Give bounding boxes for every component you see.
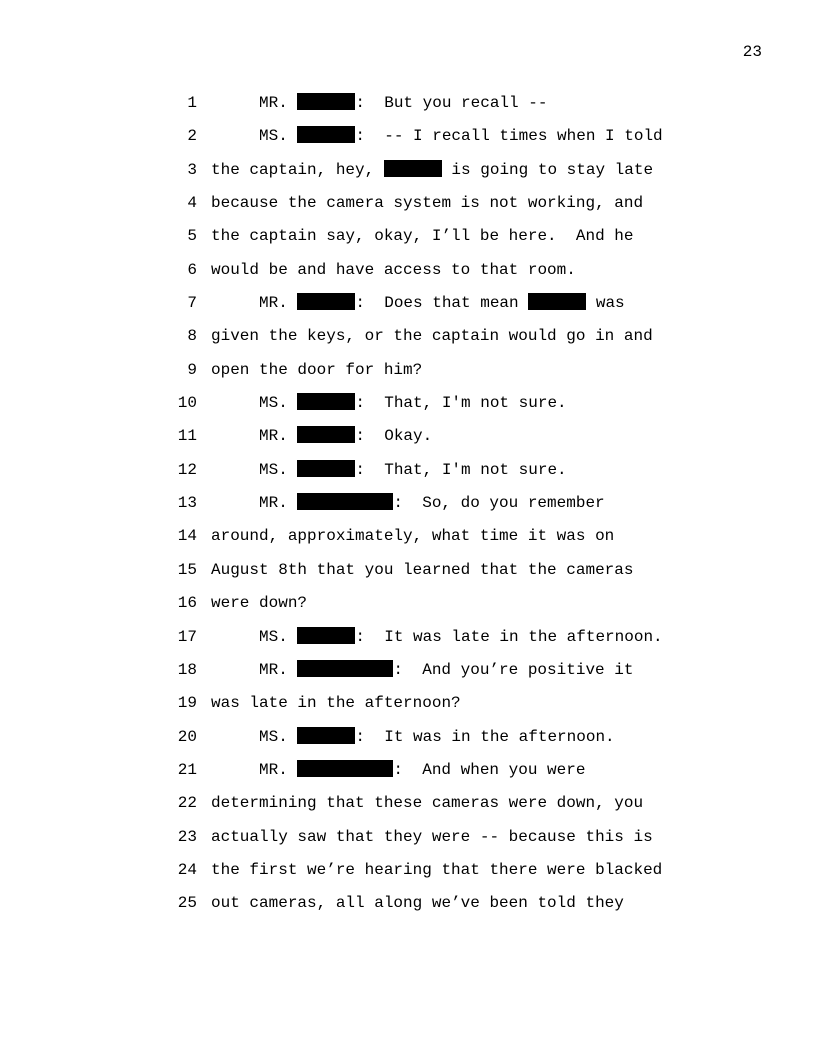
line-text-segment: : And you’re positive it [393, 660, 634, 679]
line-text [259, 393, 567, 413]
line-text-segment: : But you recall -- [355, 94, 548, 112]
transcript-line [0, 293, 816, 326]
line-text [259, 627, 663, 647]
line-number: 6 [187, 260, 197, 279]
transcript-line [0, 860, 816, 893]
line-text-segment: : Okay. [355, 427, 433, 446]
line-text-segment: MR. [259, 760, 298, 779]
line-number: 2 [187, 127, 197, 146]
transcript-line [0, 727, 816, 760]
line-text [211, 860, 662, 880]
line-number: 18 [177, 660, 197, 679]
line-text-segment: is going to stay late [441, 160, 654, 179]
line-text-segment: : It was late in the afternoon. [355, 627, 663, 646]
line-text-segment: the captain say, okay, I’ll be here. And he [211, 227, 634, 246]
line-text [259, 93, 547, 113]
transcript-line [0, 193, 816, 226]
line-number: 15 [177, 560, 197, 579]
line-text [259, 126, 663, 146]
line-number: 9 [187, 360, 197, 379]
line-number: 7 [187, 294, 197, 313]
line-text [211, 793, 643, 813]
line-text-segment: out cameras, all along we’ve been told they [211, 894, 624, 913]
line-text-segment: MR. [259, 94, 298, 112]
line-text-segment: was [586, 294, 625, 313]
transcript-line [0, 560, 816, 593]
line-number: 13 [177, 494, 197, 513]
line-text [211, 226, 633, 246]
line-number: 5 [187, 227, 197, 246]
line-text [259, 660, 633, 680]
line-text [259, 426, 432, 446]
line-number: 4 [187, 194, 197, 213]
line-text-segment: actually saw that they were -- because this is [211, 827, 653, 846]
line-text-segment: MR. [259, 494, 298, 513]
line-text-segment: : Does that mean [355, 294, 529, 313]
line-text-segment: open the door for him? [211, 360, 423, 379]
line-text-segment: MR. [259, 294, 298, 313]
line-number: 16 [177, 594, 197, 613]
line-text [211, 593, 307, 613]
line-number: 17 [177, 627, 197, 646]
redaction-box [528, 293, 586, 310]
transcript-line [0, 393, 816, 426]
line-text-segment: would be and have access to that room. [211, 260, 576, 279]
line-text-segment: given the keys, or the captain would go in and [211, 327, 653, 346]
line-text [211, 827, 653, 847]
line-text [211, 560, 633, 580]
line-text-segment: were down? [211, 594, 308, 613]
transcript-line [0, 526, 816, 559]
redaction-box [297, 493, 393, 510]
line-text-segment: MS. [259, 460, 298, 479]
redaction-box [297, 393, 355, 410]
transcript-line [0, 493, 816, 526]
transcript-line [0, 827, 816, 860]
redaction-box [297, 727, 355, 744]
line-text [211, 193, 643, 213]
line-text [211, 893, 624, 913]
line-text [211, 693, 461, 713]
line-text-segment: determining that these cameras were down, you [211, 794, 644, 813]
line-text [211, 160, 653, 180]
transcript-line [0, 360, 816, 393]
line-number: 11 [177, 427, 197, 446]
line-number: 8 [187, 327, 197, 346]
transcript-line [0, 460, 816, 493]
line-text-segment: MR. [259, 427, 298, 446]
line-text-segment: MR. [259, 660, 298, 679]
line-text-segment: was late in the afternoon? [211, 694, 461, 713]
line-text-segment: : And when you were [393, 760, 586, 779]
redaction-box [297, 126, 355, 143]
line-text-segment: around, approximately, what time it was on [211, 527, 615, 546]
redaction-box [297, 627, 355, 644]
line-text [259, 293, 625, 313]
line-number: 19 [177, 694, 197, 713]
redaction-box [297, 760, 393, 777]
line-text [259, 727, 615, 747]
line-text-segment: MS. [259, 394, 298, 413]
line-text-segment: because the camera system is not working, and [211, 194, 644, 213]
transcript-line [0, 326, 816, 359]
line-number: 21 [177, 760, 197, 779]
line-number: 20 [177, 727, 197, 746]
line-text [211, 526, 614, 546]
line-number: 3 [187, 160, 197, 179]
transcript-line [0, 627, 816, 660]
line-number: 10 [177, 394, 197, 413]
transcript-line [0, 793, 816, 826]
line-text-segment: MS. [259, 727, 298, 746]
line-text [259, 760, 585, 780]
transcript-line [0, 260, 816, 293]
line-text-segment: August 8th that you learned that the cameras [211, 560, 634, 579]
page-number: 23 [742, 43, 762, 61]
redaction-box [384, 160, 442, 177]
line-number: 24 [177, 860, 197, 879]
transcript-line [0, 593, 816, 626]
redaction-box [297, 293, 355, 310]
redaction-box [297, 660, 393, 677]
line-number: 12 [177, 460, 197, 479]
transcript-line [0, 93, 816, 126]
line-number: 1 [187, 94, 197, 112]
transcript-line [0, 693, 816, 726]
transcript-line [0, 426, 816, 459]
transcript-line [0, 660, 816, 693]
transcript-body [0, 93, 816, 927]
transcript-line [0, 893, 816, 926]
line-text-segment: : That, I'm not sure. [355, 394, 567, 413]
line-text [259, 460, 567, 480]
line-text [259, 493, 605, 513]
line-number: 14 [177, 527, 197, 546]
redaction-box [297, 426, 355, 443]
line-text-segment: : -- I recall times when I told [355, 127, 663, 146]
line-text [211, 360, 422, 380]
line-number: 25 [177, 894, 197, 913]
line-number: 23 [177, 827, 197, 846]
transcript-line [0, 226, 816, 259]
transcript-line [0, 126, 816, 159]
line-text-segment: the first we’re hearing that there were blacked [211, 860, 663, 879]
line-text-segment: : That, I'm not sure. [355, 460, 567, 479]
line-text [211, 326, 653, 346]
line-text-segment: MS. [259, 127, 298, 146]
redaction-box [297, 93, 355, 110]
line-text-segment: MS. [259, 627, 298, 646]
line-text-segment: : It was in the afternoon. [355, 727, 615, 746]
line-text-segment: : So, do you remember [393, 494, 605, 513]
transcript-line [0, 160, 816, 193]
transcript-line [0, 760, 816, 793]
redaction-box [297, 460, 355, 477]
line-text-segment: the captain, hey, [211, 160, 384, 179]
line-number: 22 [177, 794, 197, 813]
line-text [211, 260, 576, 280]
